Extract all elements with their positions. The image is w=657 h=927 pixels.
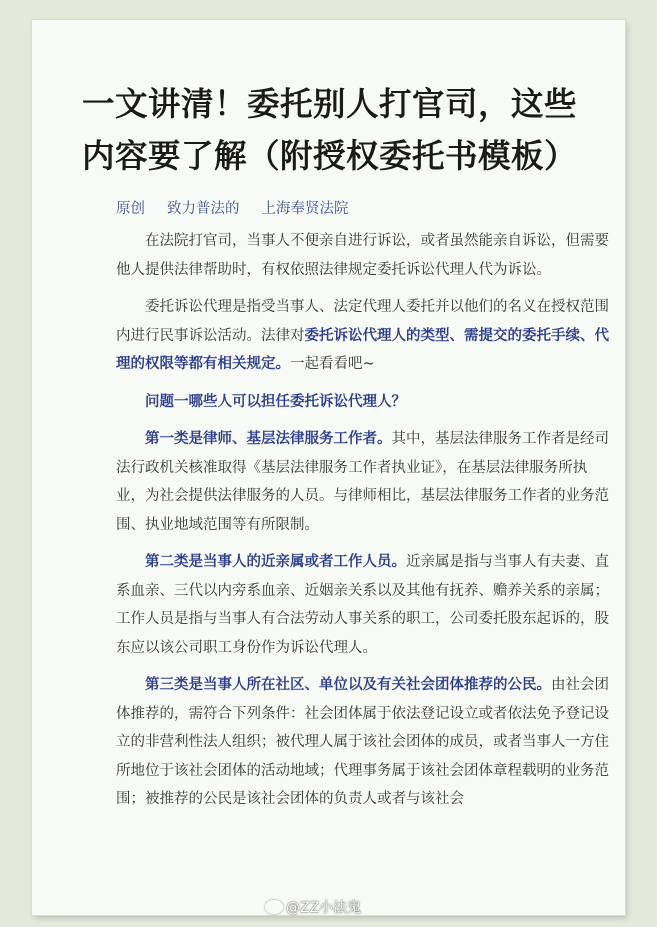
category-1-text: 其中，基层法律服务工作者是经司法行政机关核准取得《基层法律服务工作者执业证》，在基层法律服务所执业，为社会提供法律服务的人员。与律师相比，基层法律服务工作者的业务范围、执业地域范围等有所限制。 [116,431,609,533]
category-3-text: 由社会团体推荐的，需符合下列条件：社会团体属于依法登记设立或者依法免予登记设立的非营利性法人组织；被代理人属于该社会团体的成员，或者当事人一方住所地位于该社会团体的活动地域；代理事务属于该社会团体章程载明的业务范围；被推荐的公民是该社会团体的负责人或者与该社会 [116,677,609,807]
weibo-icon [265,900,283,914]
byline [116,197,371,218]
category-1-heading: 第一类是律师、基层法律服务工作者。 [145,430,392,447]
paragraph-definition-text: 委托诉讼代理是指受当事人、法定代理人委托并以他们的名义在授权范围内进行民事诉讼活动。法律对 [116,299,609,344]
paragraph-category-3 [116,671,614,814]
paragraph-definition [116,293,614,379]
source-name[interactable]: 上海奉贤法院 [261,201,349,217]
article-page [32,20,625,915]
watermark [265,897,361,917]
author-name[interactable]: 致力普法的 [167,201,240,217]
paragraph-category-1 [116,425,614,539]
original-tag: 原创 [116,201,145,217]
paragraph-definition-tail: 一起看看吧~ [290,356,375,372]
article-body [116,227,614,823]
category-2-heading: 第二类是当事人的近亲属或者工作人员。 [145,553,406,570]
paragraph-intro: 在法院打官司，当事人不便亲自进行诉讼，或者虽然能亲自诉讼，但需要他人提供法律帮助时，有权依照法律规定委托诉讼代理人代为诉讼。 [116,233,609,278]
watermark-text: @ZZ小法鬼 [286,900,362,916]
paragraph-category-2 [116,548,614,662]
article-title: 一文讲清！委托别人打官司，这些内容要了解（附授权委托书模板） [82,85,578,175]
question-heading: 问题一哪些人可以担任委托诉讼代理人？ [145,392,406,410]
category-3-heading: 第三类是当事人所在社区、单位以及有关社会团体推荐的公民。 [145,676,551,693]
highlight-text: 委托诉讼代理人的类型、需提交的委托手续、代理的权限等都有相关规定。 [116,326,609,372]
category-2-text: 近亲属是指与当事人有夫妻、直系血亲、三代以内旁系血亲、近姻亲关系以及其他有抚养、赡养关系的亲属；工作人员是指与当事人有合法劳动人事关系的职工，公司委托股东起诉的，股东应以该公司职工身份作为诉讼代理人。 [116,554,609,656]
